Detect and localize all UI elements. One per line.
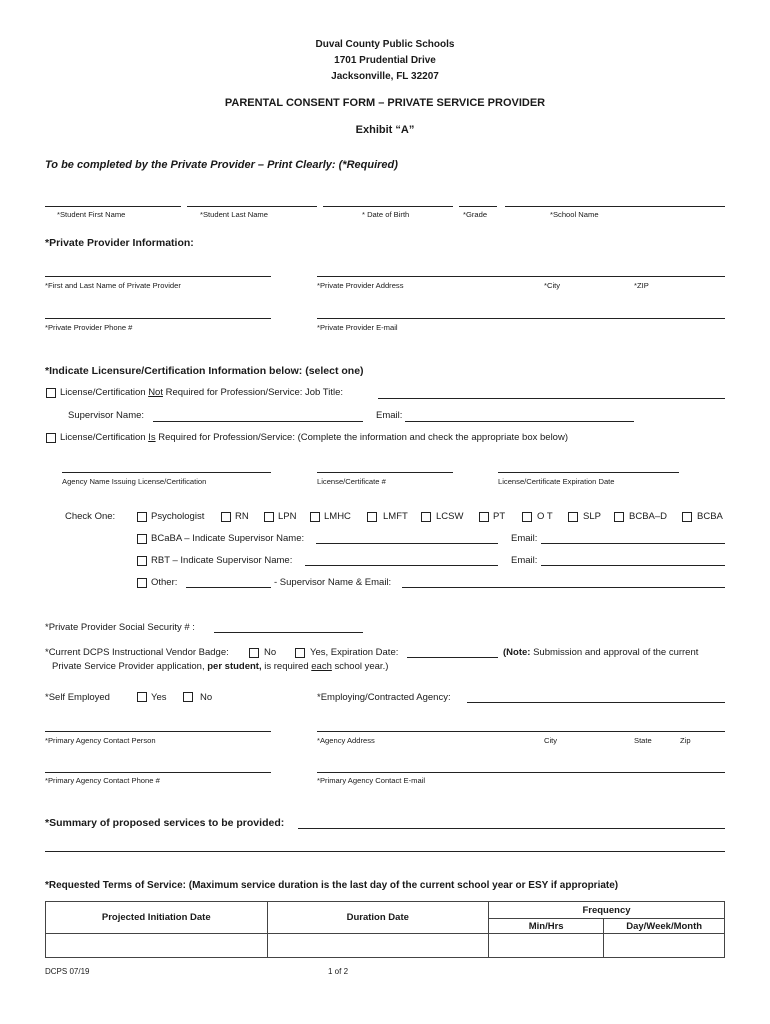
duration-date-cell[interactable] [267, 934, 488, 958]
self-employed-yes-label: Yes [151, 692, 167, 703]
org-name: Duval County Public Schools [315, 39, 455, 50]
psychologist-checkbox[interactable] [137, 512, 147, 522]
issuing-agency-label: Agency Name Issuing License/Certification [62, 477, 207, 486]
provider-address-label: *Private Provider Address [317, 281, 404, 290]
contracted-agency-field[interactable] [467, 702, 725, 703]
contact-phone-field[interactable] [45, 772, 271, 773]
bcba-d-label: BCBA–D [629, 511, 668, 522]
other-supervisor-label: - Supervisor Name & Email: [274, 577, 392, 588]
rbt-checkbox[interactable] [137, 556, 147, 566]
badge-label: *Current DCPS Instructional Vendor Badge: [45, 647, 229, 658]
exhibit-label: Exhibit “A” [355, 124, 415, 136]
lmhc-checkbox[interactable] [310, 512, 320, 522]
bcba-d-checkbox[interactable] [614, 512, 624, 522]
supervisor-email-label: Email: [376, 410, 403, 421]
org-city: Jacksonville, FL 32207 [331, 71, 439, 82]
lpn-label: LPN [278, 511, 297, 522]
instruction-text: To be completed by the Private Provider – Print Clearly: (*Required) [45, 159, 398, 171]
license-not-required-checkbox[interactable] [46, 388, 56, 398]
page-number: 1 of 2 [328, 967, 349, 976]
rbt-supervisor-field[interactable] [305, 565, 498, 566]
agency-zip-label: Zip [680, 736, 691, 745]
slp-checkbox[interactable] [568, 512, 578, 522]
day-week-month-header: Day/Week/Month [604, 919, 725, 934]
provider-heading: *Private Provider Information: [45, 237, 194, 249]
grade-field[interactable] [459, 206, 497, 207]
bcaba-email-label: Email: [511, 533, 538, 544]
psychologist-label: Psychologist [151, 511, 205, 522]
min-hrs-cell[interactable] [489, 934, 604, 958]
badge-note-line2: Private Service Provider application, per student, is required each school year.) [52, 661, 389, 672]
badge-yes-checkbox[interactable] [295, 648, 305, 658]
school-name-field[interactable] [505, 206, 725, 207]
lmhc-label: LMHC [324, 511, 351, 522]
lmft-label: LMFT [383, 511, 408, 522]
summary-field-line-1[interactable] [298, 828, 725, 829]
slp-label: SLP [583, 511, 601, 522]
license-number-field[interactable] [317, 472, 453, 473]
rbt-email-field[interactable] [541, 565, 725, 566]
student-last-name-field[interactable] [187, 206, 317, 207]
contact-person-label: *Primary Agency Contact Person [45, 736, 156, 745]
license-expiration-field[interactable] [498, 472, 679, 473]
badge-note: (Note: Submission and approval of the current [503, 647, 699, 658]
min-hrs-header: Min/Hrs [489, 919, 604, 934]
ssn-label: *Private Provider Social Security # : [45, 622, 195, 633]
rbt-label: RBT – Indicate Supervisor Name: [151, 555, 293, 566]
license-number-label: License/Certificate # [317, 477, 386, 486]
provider-name-field[interactable] [45, 276, 271, 277]
license-required-checkbox[interactable] [46, 433, 56, 443]
pt-label: PT [493, 511, 506, 522]
check-one-label: Check One: [65, 511, 116, 522]
supervisor-name-label: Supervisor Name: [68, 410, 145, 421]
org-address: 1701 Prudential Drive [334, 55, 436, 66]
provider-zip-label: *ZIP [634, 281, 649, 290]
bcaba-supervisor-field[interactable] [316, 543, 498, 544]
bcba-checkbox[interactable] [682, 512, 692, 522]
lmft-checkbox[interactable] [367, 512, 377, 522]
provider-phone-label: *Private Provider Phone # [45, 323, 133, 332]
rbt-email-label: Email: [511, 555, 538, 566]
summary-field-line-2[interactable] [45, 851, 725, 852]
other-field[interactable] [186, 587, 271, 588]
lpn-checkbox[interactable] [264, 512, 274, 522]
form-code: DCPS 07/19 [45, 967, 90, 976]
terms-heading: *Requested Terms of Service: (Maximum service duration is the last day of the current school year or ESY if appropriate) [45, 880, 619, 891]
license-expiration-label: License/Certificate Expiration Date [498, 477, 615, 486]
job-title-field[interactable] [378, 398, 725, 399]
agency-city-label: City [544, 736, 558, 745]
agency-state-label: State [634, 736, 652, 745]
other-label: Other: [151, 577, 178, 588]
badge-yes-label: Yes, Expiration Date: [310, 647, 399, 658]
provider-name-label: *First and Last Name of Private Provider [45, 281, 181, 290]
ssn-field[interactable] [214, 632, 363, 633]
initiation-date-cell[interactable] [46, 934, 268, 958]
duration-date-header: Duration Date [267, 902, 488, 934]
badge-no-label: No [264, 647, 277, 658]
provider-email-field[interactable] [317, 318, 725, 319]
date-of-birth-field[interactable] [323, 206, 453, 207]
provider-email-label: *Private Provider E-mail [317, 323, 398, 332]
self-employed-label: *Self Employed [45, 692, 110, 703]
provider-city-label: *City [544, 281, 561, 290]
badge-expiration-field[interactable] [407, 657, 498, 658]
agency-address-label: *Agency Address [317, 736, 375, 745]
bcaba-label: BCaBA – Indicate Supervisor Name: [151, 533, 305, 544]
license-heading: *Indicate Licensure/Certification Information below: (select one) [45, 365, 364, 377]
lcsw-checkbox[interactable] [421, 512, 431, 522]
summary-label: *Summary of proposed services to be provided: [45, 817, 285, 829]
lcsw-label: LCSW [436, 511, 464, 522]
ot-checkbox[interactable] [522, 512, 532, 522]
student-last-name-label: *Student Last Name [200, 210, 268, 219]
self-employed-no-checkbox[interactable] [183, 692, 193, 702]
self-employed-no-label: No [200, 692, 213, 703]
student-first-name-label: *Student First Name [57, 210, 126, 219]
contact-email-label: *Primary Agency Contact E-mail [317, 776, 426, 785]
supervisor-email-field[interactable] [405, 421, 634, 422]
frequency-header: Frequency [489, 902, 725, 919]
form-title: PARENTAL CONSENT FORM – PRIVATE SERVICE PROVIDER [224, 97, 546, 109]
school-name-label: *School Name [550, 210, 599, 219]
bcaba-email-field[interactable] [541, 543, 725, 544]
bcaba-checkbox[interactable] [137, 534, 147, 544]
badge-no-checkbox[interactable] [249, 648, 259, 658]
contracted-agency-label: *Employing/Contracted Agency: [317, 692, 451, 703]
provider-phone-field[interactable] [45, 318, 271, 319]
student-first-name-field[interactable] [45, 206, 181, 207]
self-employed-yes-checkbox[interactable] [137, 692, 147, 702]
initiation-date-header: Projected Initiation Date [46, 902, 268, 934]
other-supervisor-field[interactable] [402, 587, 725, 588]
grade-label: *Grade [463, 210, 488, 219]
rn-label: RN [235, 511, 249, 522]
pt-checkbox[interactable] [479, 512, 489, 522]
contact-person-field[interactable] [45, 731, 271, 732]
supervisor-name-field[interactable] [153, 421, 363, 422]
rn-checkbox[interactable] [221, 512, 231, 522]
agency-address-field[interactable] [317, 731, 725, 732]
bcba-label: BCBA [697, 511, 723, 522]
license-required-label: License/Certification Is Required for Profession/Service: (Complete the information and check the appropriate box below) [60, 432, 568, 443]
contact-phone-label: *Primary Agency Contact Phone # [45, 776, 160, 785]
day-week-month-cell[interactable] [604, 934, 725, 958]
date-of-birth-label: * Date of Birth [362, 210, 410, 219]
other-checkbox[interactable] [137, 578, 147, 588]
contact-email-field[interactable] [317, 772, 725, 773]
ot-label: O T [537, 511, 553, 522]
terms-table [45, 901, 725, 958]
license-not-required-label: License/Certification Not Required for Profession/Service: Job Title: [60, 387, 344, 398]
provider-address-field[interactable] [317, 276, 725, 277]
issuing-agency-field[interactable] [62, 472, 271, 473]
